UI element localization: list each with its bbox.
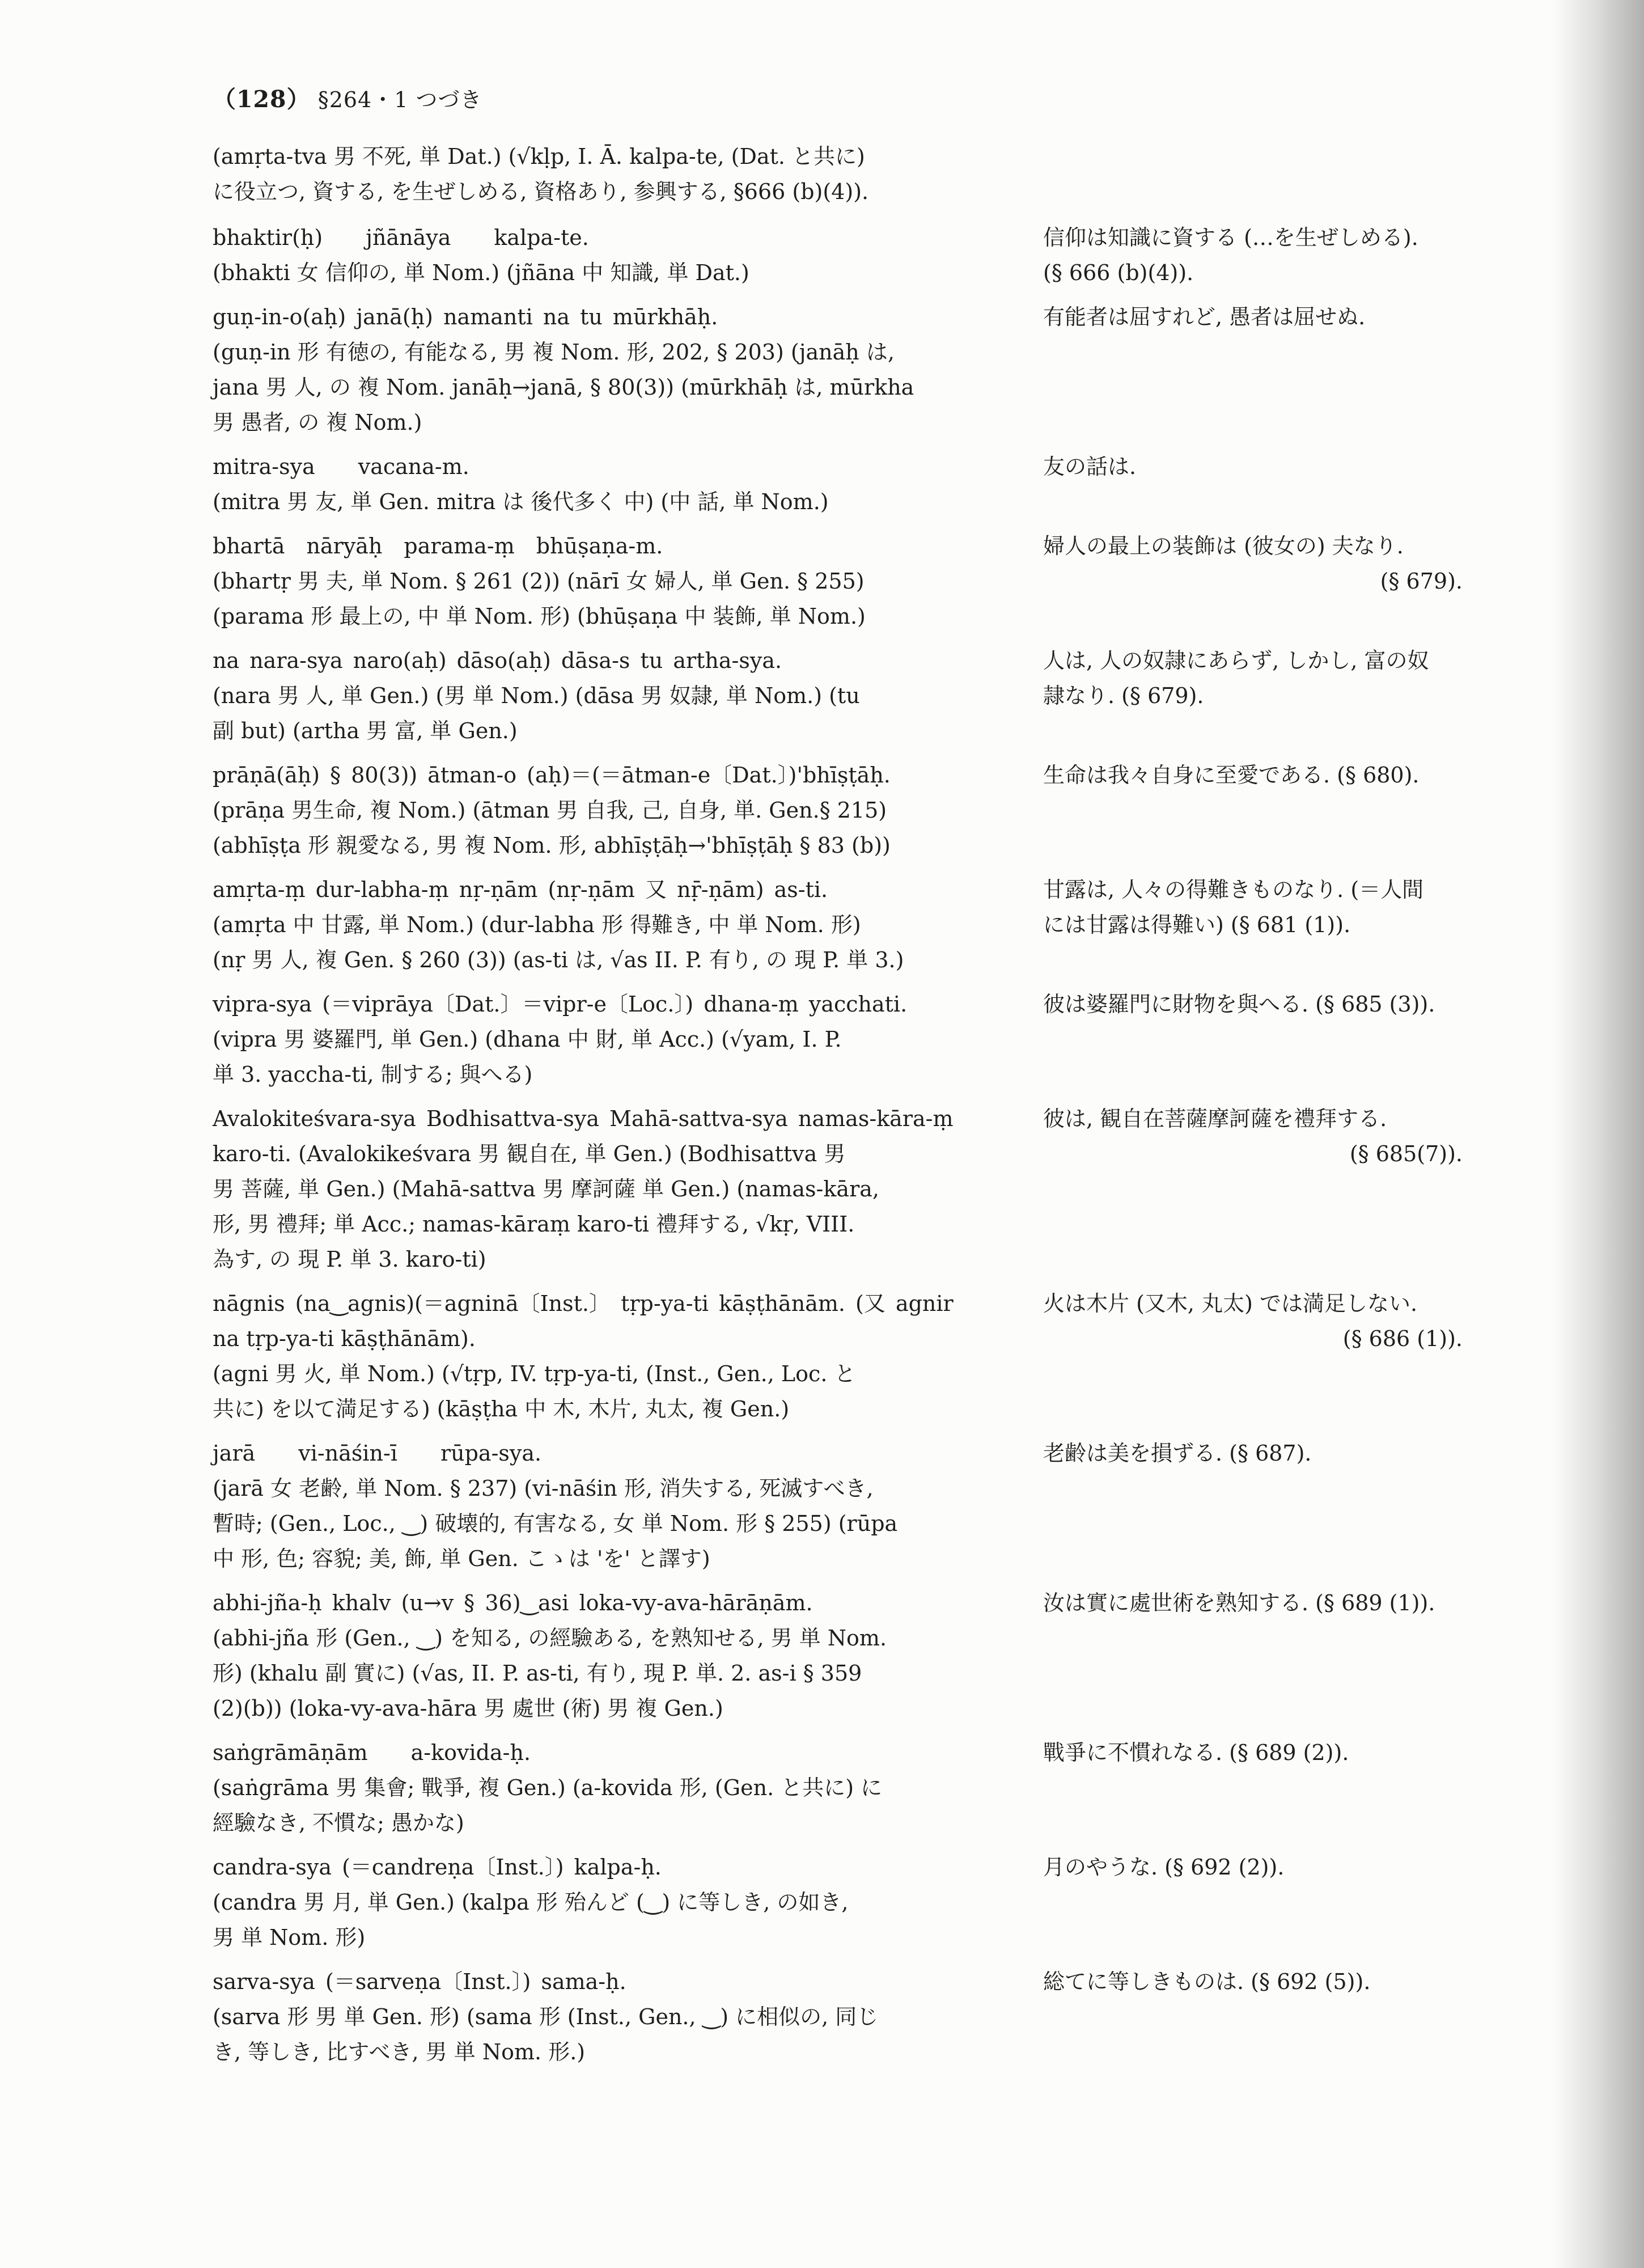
grammar-note-line: (prāṇa 男生命, 複 Nom.) (ātman 男 自我, 己, 自身, 単. Gen.§ 215) bbox=[213, 798, 887, 823]
grammar-note-line: (nṛ 男 人, 複 Gen. § 260 (3)) (as-ti は, √as II. P. 有り, の 現 P. 単 3.) bbox=[213, 947, 904, 972]
grammar-note-line: き, 等しき, 比すべき, 男 単 Nom. 形.) bbox=[213, 2039, 586, 2064]
grammar-note-line: 男 愚者, の 複 Nom.) bbox=[213, 410, 422, 435]
entry-sanskrit-column bbox=[213, 528, 964, 634]
page-header bbox=[213, 81, 482, 114]
entry-sanskrit-column bbox=[213, 1101, 964, 1277]
entry-sanskrit-column bbox=[213, 1850, 964, 1955]
grammar-note-line: 中 形, 色; 容貌; 美, 飾, 単 Gen. こゝは 'を' と譯す) bbox=[213, 1546, 710, 1571]
translation-line: 月のやうな. (§ 692 (2)). bbox=[1043, 1855, 1285, 1880]
entry-translation-column bbox=[1043, 1436, 1463, 1471]
translation-line: には甘露は得難い) (§ 681 (1)). bbox=[1043, 912, 1351, 937]
entry-sanskrit-column bbox=[213, 872, 964, 978]
grammar-note-line: (abhi-jña 形 (Gen., ‿) を知る, の經驗ある, を熟知せる, 男 単 Nom. bbox=[213, 1626, 887, 1651]
entry-translation-column bbox=[1043, 220, 1463, 290]
sanskrit-sentence: jarā vi-nāśin-ī rūpa-sya. bbox=[213, 1441, 542, 1466]
sanskrit-sentence: sarva-sya (＝sarveṇa〔Inst.〕) sama-ḥ. bbox=[213, 1969, 626, 1994]
entry-translation-column bbox=[1043, 1585, 1463, 1620]
grammar-note-line: jana 男 人, の 複 Nom. janāḥ→janā, § 80(3)) (mūrkhāḥ は, mūrkha bbox=[213, 375, 914, 400]
grammar-note-line: 共に) を以て満足する) (kāṣṭha 中 木, 木片, 丸太, 複 Gen.) bbox=[213, 1397, 790, 1421]
sanskrit-entry bbox=[213, 758, 1488, 863]
entry-translation-column bbox=[1043, 643, 1463, 713]
sanskrit-sentence: Avalokiteśvara-sya Bodhisattva-sya Mahā-sattva-sya namas-kāra-ṃ bbox=[213, 1106, 954, 1131]
sanskrit-sentence: na nara-sya naro(aḥ) dāso(aḥ) dāsa-s tu artha-sya. bbox=[213, 648, 782, 673]
entry-translation-column bbox=[1043, 1735, 1463, 1770]
grammar-note-line: 男 単 Nom. 形) bbox=[213, 1925, 366, 1950]
entry-translation-column bbox=[1043, 1964, 1463, 1999]
intro-text bbox=[213, 139, 964, 209]
entry-translation-column bbox=[1043, 449, 1463, 484]
sanskrit-entry bbox=[213, 1436, 1488, 1576]
entry-list bbox=[213, 220, 1488, 2079]
sanskrit-entry bbox=[213, 643, 1488, 748]
entry-sanskrit-column bbox=[213, 449, 964, 519]
translation-line: 彼は, 観自在菩薩摩訶薩を禮拜する. bbox=[1043, 1106, 1387, 1131]
sanskrit-sentence: amṛta-ṃ dur-labha-ṃ nṛ-ṇām (nṛ-ṇām 又 nṝ-ṇām) as-ti. bbox=[213, 877, 828, 902]
section-reference: (§ 679). bbox=[1380, 569, 1463, 594]
translation-line: 生命は我々自身に至愛である. (§ 680). bbox=[1043, 763, 1420, 788]
sanskrit-entry bbox=[213, 1735, 1488, 1840]
grammar-note-line: (mitra 男 友, 単 Gen. mitra は 後代多く 中) (中 話, 単 Nom.) bbox=[213, 489, 829, 514]
translation-line: 彼は婆羅門に財物を與へる. (§ 685 (3)). bbox=[1043, 992, 1435, 1017]
sanskrit-entry bbox=[213, 220, 1488, 290]
entry-sanskrit-column bbox=[213, 758, 964, 863]
entry-translation-column bbox=[1043, 528, 1463, 599]
entry-sanskrit-column bbox=[213, 1964, 964, 2070]
sanskrit-sentence: guṇ-in-o(aḥ) janā(ḥ) namanti na tu mūrkhāḥ. bbox=[213, 304, 718, 329]
sanskrit-entry bbox=[213, 1286, 1488, 1427]
grammar-note-line: (sarva 形 男 単 Gen. 形) (sama 形 (Inst., Gen., ‿) に相似の, 同じ bbox=[213, 2004, 879, 2029]
grammar-note-line: (bhakti 女 信仰の, 単 Nom.) (jñāna 中 知識, 単 Dat.) bbox=[213, 260, 749, 285]
translation-line: 老齢は美を損ずる. (§ 687). bbox=[1043, 1441, 1312, 1466]
sanskrit-entry bbox=[213, 1850, 1488, 1955]
translation-line: 友の話は. bbox=[1043, 454, 1137, 479]
entry-sanskrit-column bbox=[213, 220, 964, 290]
sanskrit-entry bbox=[213, 1585, 1488, 1726]
entry-translation-column bbox=[1043, 1850, 1463, 1885]
intro-line: (amṛta-tva 男 不死, 単 Dat.) (√kḷp, I. Ā. kalpa-te, (Dat. と共に) bbox=[213, 144, 865, 169]
translation-line: 戰爭に不慣れなる. (§ 689 (2)). bbox=[1043, 1740, 1349, 1765]
sanskrit-sentence: bhartā nāryāḥ parama-ṃ bhūṣaṇa-m. bbox=[213, 534, 663, 558]
translation-line: 隷なり. (§ 679). bbox=[1043, 683, 1204, 708]
entry-sanskrit-column bbox=[213, 1585, 964, 1726]
section-reference: (§ 686 (1)). bbox=[1342, 1326, 1463, 1351]
entry-sanskrit-column bbox=[213, 1436, 964, 1576]
sanskrit-sentence: prāṇā(āḥ) § 80(3)) ātman-o (aḥ)＝(＝ātman-e〔Dat.〕)'bhīṣṭāḥ. bbox=[213, 763, 891, 788]
grammar-note-line: 形, 男 禮拜; 単 Acc.; namas-kāraṃ karo-ti 禮拜する, √kṛ, VIII. bbox=[213, 1212, 855, 1237]
page-number: （128） bbox=[213, 86, 311, 113]
grammar-note-line: (vipra 男 婆羅門, 単 Gen.) (dhana 中 財, 単 Acc.) (√yam, I. P. bbox=[213, 1027, 842, 1052]
grammar-note-line: 經驗なき, 不慣な; 愚かな) bbox=[213, 1810, 464, 1835]
grammar-note-line: (bhartṛ 男 夫, 単 Nom. § 261 (2)) (nārī 女 婦人, 単 Gen. § 255) bbox=[213, 569, 865, 594]
entry-sanskrit-column bbox=[213, 1286, 964, 1427]
sanskrit-sentence: abhi-jña-ḥ khalv (u→v § 36)‿asi loka-vy-ava-hārāṇām. bbox=[213, 1590, 813, 1615]
translation-line: (§ 666 (b)(4)). bbox=[1043, 260, 1194, 285]
entry-sanskrit-column bbox=[213, 299, 964, 440]
sanskrit-sentence: bhaktir(ḥ) jñānāya kalpa-te. bbox=[213, 225, 589, 250]
grammar-note-line: 暫時; (Gen., Loc., ‿) 破壊的, 有害なる, 女 単 Nom. 形 § 255) (rūpa bbox=[213, 1511, 898, 1536]
entry-sanskrit-column bbox=[213, 643, 964, 748]
grammar-note-line: (candra 男 月, 単 Gen.) (kalpa 形 殆んど (‿) に等しき, の如き, bbox=[213, 1890, 849, 1915]
grammar-note-line: (parama 形 最上の, 中 単 Nom. 形) (bhūṣaṇa 中 装飾, 単 Nom.) bbox=[213, 604, 866, 629]
sanskrit-entry bbox=[213, 1101, 1488, 1277]
sanskrit-entry bbox=[213, 528, 1488, 634]
entry-translation-column bbox=[1043, 872, 1463, 942]
section-reference: (§ 685(7)). bbox=[1349, 1141, 1463, 1166]
sanskrit-sentence: mitra-sya vacana-m. bbox=[213, 454, 469, 479]
sanskrit-entry bbox=[213, 449, 1488, 519]
grammar-note-line: karo-ti. (Avalokikeśvara 男 観自在, 単 Gen.) (Bodhisattva 男 bbox=[213, 1141, 846, 1166]
entry-sanskrit-column bbox=[213, 1735, 964, 1840]
grammar-note-line: (jarā 女 老齢, 単 Nom. § 237) (vi-nāśin 形, 消失する, 死滅すべき, bbox=[213, 1476, 874, 1501]
translation-line: 甘露は, 人々の得難きものなり. (＝人間 bbox=[1043, 877, 1424, 902]
translation-line: 婦人の最上の装飾は (彼女の) 夫なり. bbox=[1043, 534, 1404, 558]
grammar-note-line: (guṇ-in 形 有徳の, 有能なる, 男 複 Nom. 形, 202, § 203) (janāḥ は, bbox=[213, 340, 895, 365]
translation-line: 信仰は知識に資する (…を生ぜしめる). bbox=[1043, 225, 1418, 250]
grammar-note-line: na tṛp-ya-ti kāṣṭhānām). bbox=[213, 1326, 476, 1351]
grammar-note-line: 形) (khalu 副 實に) (√as, II. P. as-ti, 有り, 現 P. 単. 2. as-i § 359 bbox=[213, 1661, 862, 1686]
entry-translation-column bbox=[1043, 987, 1463, 1022]
page-edge-shadow bbox=[1553, 0, 1644, 2268]
sanskrit-entry bbox=[213, 872, 1488, 978]
entry-translation-column bbox=[1043, 1101, 1463, 1171]
entry-translation-column bbox=[1043, 758, 1463, 793]
grammar-note-line: 男 菩薩, 単 Gen.) (Mahā-sattva 男 摩訶薩 単 Gen.) (namas-kāra, bbox=[213, 1177, 879, 1201]
intro-line: に役立つ, 資する, を生ぜしめる, 資格あり, 参興する, §666 (b)(4)). bbox=[213, 179, 869, 204]
sanskrit-entry bbox=[213, 299, 1488, 440]
grammar-note-line: (2)(b)) (loka-vy-ava-hāra 男 處世 (術) 男 複 Gen.) bbox=[213, 1696, 723, 1721]
sanskrit-entry bbox=[213, 987, 1488, 1092]
grammar-note-line: 副 but) (artha 男 富, 単 Gen.) bbox=[213, 718, 518, 743]
sanskrit-entry bbox=[213, 1964, 1488, 2070]
translation-line: 火は木片 (又木, 丸太) では満足しない. bbox=[1043, 1291, 1418, 1316]
translation-line: 人は, 人の奴隷にあらず, しかし, 富の奴 bbox=[1043, 648, 1429, 673]
grammar-note-line: (amṛta 中 甘露, 単 Nom.) (dur-labha 形 得難き, 中 単 Nom. 形) bbox=[213, 912, 861, 937]
translation-line: 有能者は屈すれど, 愚者は屈せぬ. bbox=[1043, 304, 1366, 329]
entry-translation-column bbox=[1043, 1286, 1463, 1356]
entry-sanskrit-column bbox=[213, 987, 964, 1092]
entry-translation-column bbox=[1043, 299, 1463, 335]
grammar-note-line: 単 3. yaccha-ti, 制する; 與へる) bbox=[213, 1062, 533, 1087]
grammar-note-line: (abhīṣṭa 形 親愛なる, 男 複 Nom. 形, abhīṣṭāḥ→'bhīṣṭāḥ § 83 (b)) bbox=[213, 833, 891, 858]
section-label: §264・1 つづき bbox=[317, 87, 482, 112]
grammar-note-line: 為す, の 現 P. 単 3. karo-ti) bbox=[213, 1247, 486, 1272]
grammar-note-line: (nara 男 人, 単 Gen.) (男 単 Nom.) (dāsa 男 奴隷, 単 Nom.) (tu bbox=[213, 683, 860, 708]
sanskrit-sentence: vipra-sya (＝viprāya〔Dat.〕＝vipr-e〔Loc.〕) dhana-ṃ yacchati. bbox=[213, 992, 908, 1017]
sanskrit-sentence: candra-sya (＝candreṇa〔Inst.〕) kalpa-ḥ. bbox=[213, 1855, 662, 1880]
grammar-note-line: (agni 男 火, 単 Nom.) (√tṛp, IV. tṛp-ya-ti, (Inst., Gen., Loc. と bbox=[213, 1361, 856, 1386]
translation-line: 汝は實に處世術を熟知する. (§ 689 (1)). bbox=[1043, 1590, 1435, 1615]
translation-line: 総てに等しきものは. (§ 692 (5)). bbox=[1043, 1969, 1371, 1994]
sanskrit-sentence: saṅgrāmāṇām a-kovida-ḥ. bbox=[213, 1740, 531, 1765]
sanskrit-sentence: nāgnis (na‿agnis)(＝agninā〔Inst.〕 tṛp-ya-ti kāṣṭhānām. (又 agnir bbox=[213, 1291, 954, 1316]
grammar-note-line: (saṅgrāma 男 集會; 戰爭, 複 Gen.) (a-kovida 形, (Gen. と共に) に bbox=[213, 1775, 883, 1800]
